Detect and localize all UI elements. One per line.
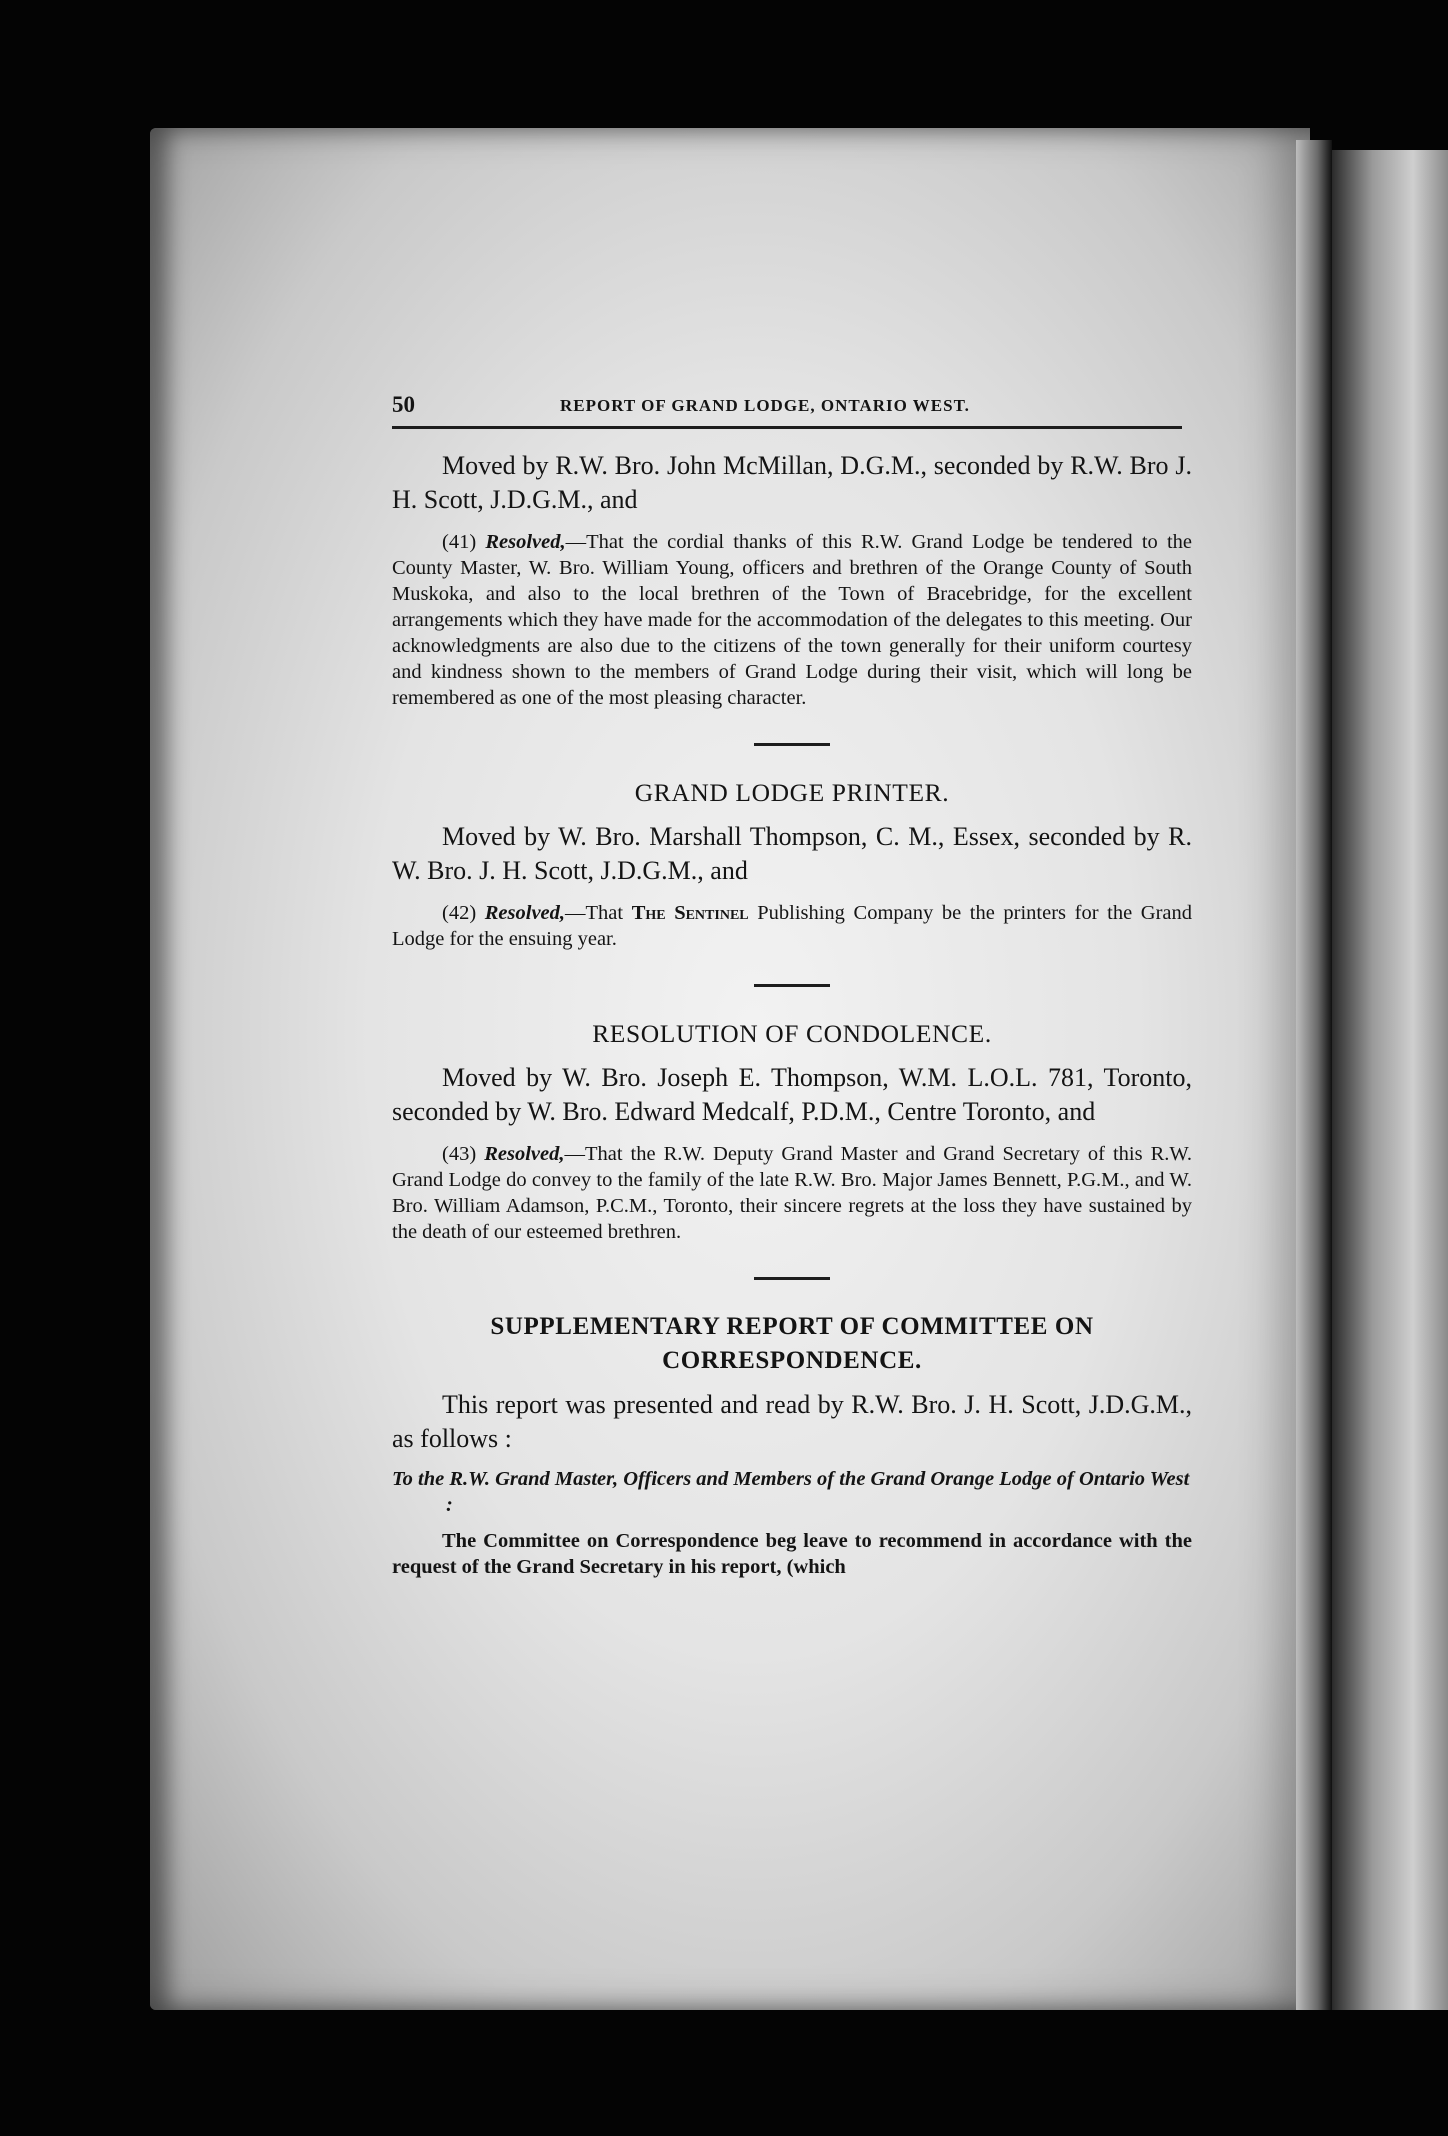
report-intro: This report was presented and read by R.W. Bro. J. H. Scott, J.D.G.M., as follows : (392, 1390, 1192, 1453)
resolved-label: Resolved, (484, 902, 566, 924)
publication-name: The Sentinel (631, 902, 749, 924)
resolution-number: (41) (442, 531, 477, 553)
resolution-42 (392, 900, 1192, 952)
heading-line-2: CORRESPONDENCE. (662, 1347, 922, 1374)
resolution-text: Publishing Company be the printers for the Grand Lodge for the ensuing year. (392, 902, 1192, 950)
header-rule (392, 426, 1182, 429)
resolved-label: Resolved, (485, 531, 566, 553)
resolution-text: —That the R.W. Deputy Grand Master and Grand Secretary of this R.W. Grand Lodge do convey to the family of the late R.W. Bro. Major James Bennett, P.G.M., and W. Bro. William Adamson, P.C.M., Toronto, their sincere regrets at the loss they have sustained by the death of our esteemed brethren. (392, 1143, 1192, 1243)
heading-line-1: SUPPLEMENTARY REPORT OF COMMITTEE ON (490, 1313, 1094, 1340)
heading-supplementary-report (392, 1310, 1192, 1378)
resolution-41 (392, 529, 1192, 711)
motion-42: Moved by W. Bro. Marshall Thompson, C. M., Essex, seconded by R. W. Bro. J. H. Scott, J.D.G.M., and (392, 822, 1192, 885)
resolution-pre: —That (565, 902, 632, 924)
section-divider (754, 984, 830, 987)
book-gutter (1296, 140, 1332, 2010)
facing-page-edge (1332, 150, 1448, 2010)
running-head (392, 388, 1192, 422)
resolved-label: Resolved, (484, 1143, 565, 1165)
page-number: 50 (392, 392, 415, 417)
section-divider (754, 743, 830, 746)
resolution-43 (392, 1141, 1192, 1245)
resolution-text: —That the cordial thanks of this R.W. Grand Lodge be tendered to the County Master, W. Bro. William Young, officers and brethren of the Orange County of South Muskoka, and also to the local brethren of the Town of Bracebridge, for the excellent arrangements which they have made for the accommodation of the delegates to this meeting. Our acknowledgments are also due to the citizens of the town generally for their uniform courtesy and kindness shown to the members of Grand Lodge during their visit, which will long be remembered as one of the most pleasing character. (392, 531, 1192, 709)
resolution-number: (42) (442, 902, 477, 924)
page-content (392, 388, 1192, 1580)
heading-resolution-of-condolence: RESOLUTION OF CONDOLENCE. (592, 1019, 992, 1048)
heading-grand-lodge-printer: GRAND LODGE PRINTER. (634, 778, 950, 807)
report-body: The Committee on Correspondence beg leave to recommend in accordance with the request of the Grand Secretary in his report, (which (392, 1530, 1192, 1578)
running-title: REPORT OF GRAND LODGE, ONTARIO WEST. (560, 396, 970, 415)
report-address: To the R.W. Grand Master, Officers and Members of the Grand Orange Lodge of Ontario West : (392, 1468, 1190, 1516)
motion-43: Moved by W. Bro. Joseph E. Thompson, W.M. L.O.L. 781, Toronto, seconded by W. Bro. Edward Medcalf, P.D.M., Centre Toronto, and (392, 1063, 1192, 1126)
motion-41: Moved by R.W. Bro. John McMillan, D.G.M., seconded by R.W. Bro J. H. Scott, J.D.G.M., and (392, 451, 1192, 514)
section-divider (754, 1277, 830, 1280)
resolution-number: (43) (442, 1143, 477, 1165)
